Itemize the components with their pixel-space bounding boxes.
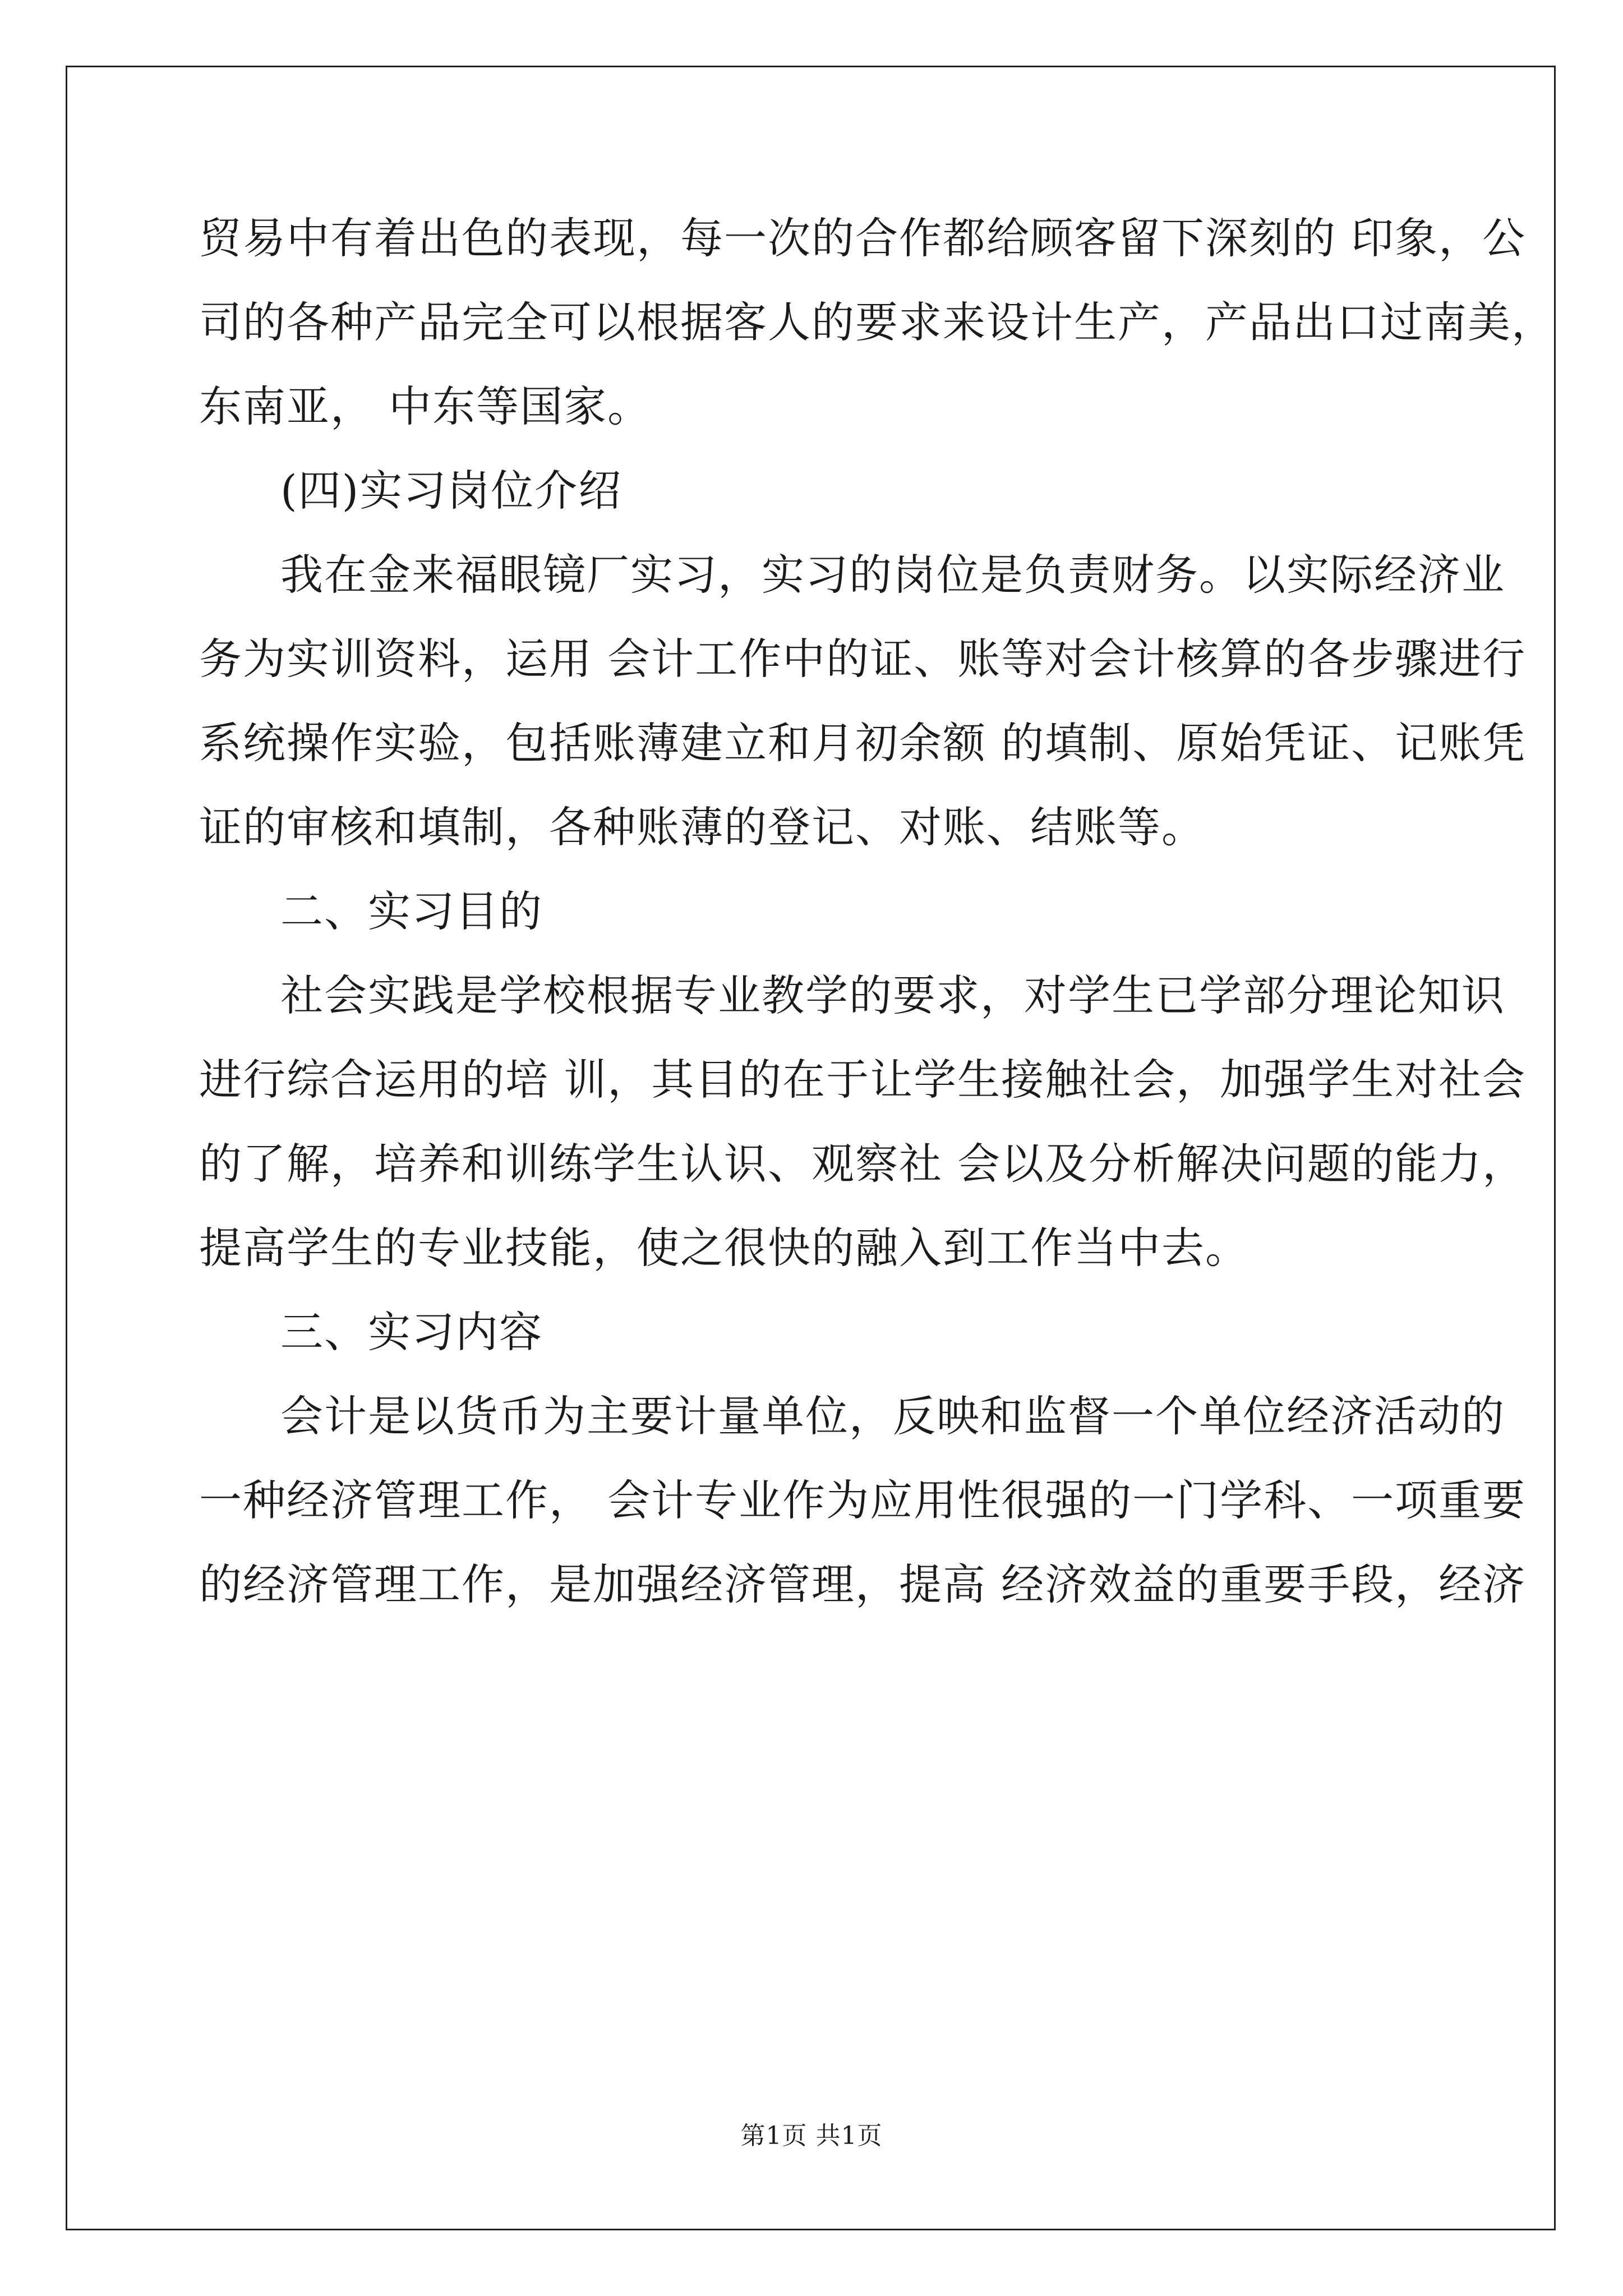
- text-line-16: 一种经济管理工作， 会计专业作为应用性很强的一门学科、一项重要: [199, 1475, 1527, 1525]
- text-line-17: 的经济管理工作，是加强经济管理，提高 经济效益的重要手段，经济: [199, 1559, 1527, 1609]
- text-line-13: 提高学生的专业技能，使之很快的融入到工作当中去。: [199, 1223, 1249, 1273]
- text-line-2: 司的各种产品完全可以根据客人的要求来设计生产，产品出口过南美，: [199, 297, 1555, 347]
- page-number-footer: 第1页 共1页: [740, 2122, 883, 2150]
- text-line-7: 系统操作实验，包括账薄建立和月初余额 的填制、原始凭证、记账凭: [199, 718, 1527, 768]
- text-line-6: 务为实训资料，运用 会计工作中的证、账等对会计核算的各步骤进行: [199, 634, 1527, 684]
- text-line-12: 的了解，培养和训练学生认识、观察社 会以及分析解决问题的能力，: [199, 1139, 1527, 1189]
- text-line-15: 会计是以货币为主要计量单位，反映和监督一个单位经济活动的: [280, 1391, 1505, 1441]
- text-line-8: 证的审核和填制，各种账薄的登记、对账、结账等。: [199, 802, 1205, 852]
- section-heading-3: 三、实习内容: [280, 1307, 543, 1357]
- text-line-10: 社会实践是学校根据专业教学的要求，对学生已学部分理论知识: [280, 970, 1505, 1020]
- section-heading-2: 二、实习目的: [280, 886, 543, 936]
- text-line-3: 东南亚， 中东等国家。: [199, 381, 652, 431]
- text-line-5: 我在金来福眼镜厂实习，实习的岗位是负责财务。以实际经济业: [280, 550, 1505, 600]
- section-heading-4: (四)实习岗位介绍: [280, 466, 623, 516]
- text-line-11: 进行综合运用的培 训，其目的在于让学生接触社会，加强学生对社会: [199, 1055, 1527, 1105]
- text-line-1: 贸易中有着出色的表现，每一次的合作都给顾客留下深刻的 印象，公: [199, 213, 1527, 263]
